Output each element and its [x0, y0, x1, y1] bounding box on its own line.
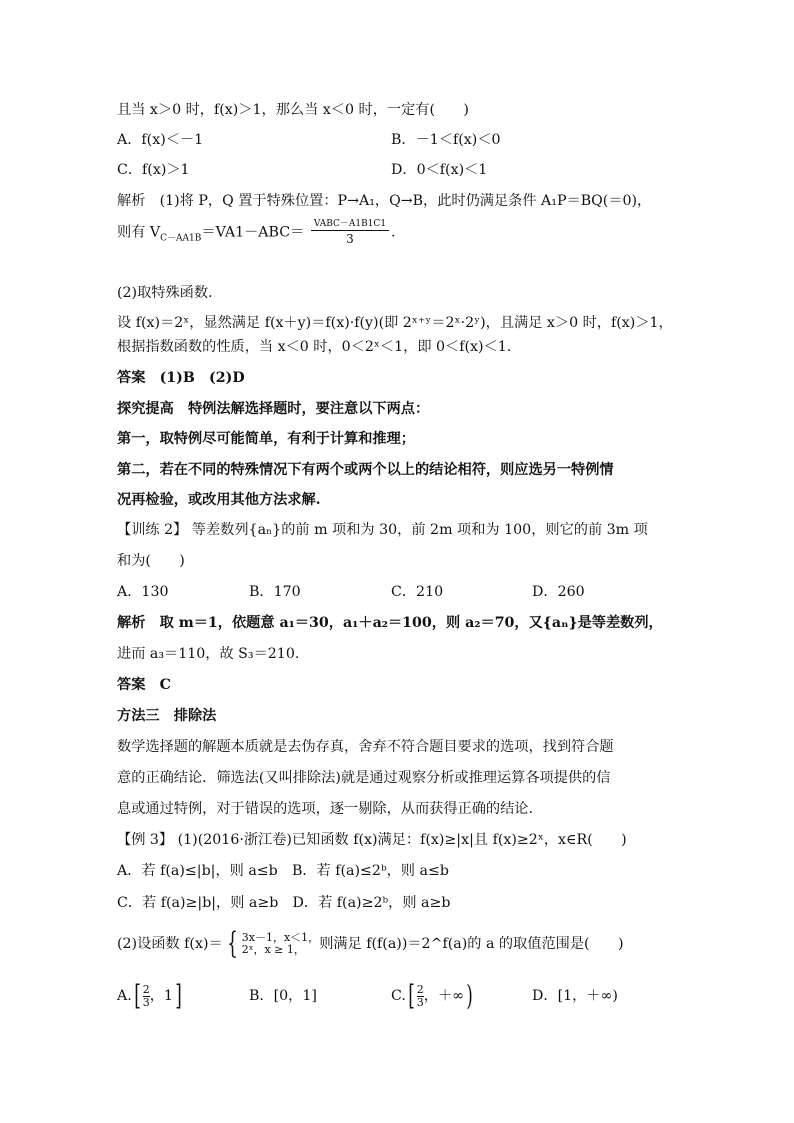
- equation-end: .: [391, 224, 396, 241]
- fraction-numerator: 2: [142, 982, 150, 996]
- solution-line: [117, 337, 697, 357]
- solution-line: [117, 313, 697, 333]
- insight-point: [117, 429, 697, 449]
- text-line: A．若 f(a)≤|b|，则 a≤b B．若 f(a)≤2ᵇ，则 a≤b: [117, 863, 449, 879]
- volume-equation: [117, 218, 697, 248]
- option-c: C．f(x)＞1: [117, 162, 190, 178]
- text-line: 答案 C: [117, 677, 171, 693]
- equation-middle: ＝VA1－ABC＝: [201, 224, 305, 241]
- text-line: 第二，若在不同的特殊情况下有两个或两个以上的结论相符，则应选另一特例情: [117, 462, 614, 478]
- fraction-denominator: 3: [142, 995, 150, 1009]
- exercise-title: [117, 520, 697, 540]
- solution-line: [117, 191, 697, 211]
- option-d: D．260: [532, 584, 585, 600]
- option-c: [391, 978, 475, 1014]
- interval-end: ，＋∞: [423, 988, 464, 1004]
- text-line: 况再检验，或改用其他方法求解.: [117, 492, 321, 508]
- option-b: B．－1＜f(x)＜0: [391, 132, 501, 148]
- case-row: 2ˣ，x ≥ 1，: [241, 943, 305, 956]
- option-b: B．170: [249, 584, 301, 600]
- text-line: 进而 a₃＝110，故 S₃＝210.: [117, 646, 300, 662]
- piecewise-question: [117, 924, 697, 964]
- equation-subscript: C－AA1B: [160, 233, 202, 244]
- right-bracket-icon: ]: [175, 979, 182, 1012]
- question-continuation: [117, 100, 697, 120]
- text-line: 息或通过特例，对于错误的选项，逐一剔除，从而获得正确的结论.: [117, 801, 533, 817]
- method-paragraph: [117, 737, 697, 757]
- option-a: [117, 978, 184, 1014]
- question-suffix: 则满足 f(f(a))＝2^f(a)的 a 的取值范围是( ): [319, 936, 624, 952]
- option-row: [117, 978, 697, 1014]
- text-line: 答案 (1)B (2)D: [117, 370, 245, 386]
- solution-line: [117, 644, 697, 664]
- fraction: [417, 984, 424, 1009]
- option-row: [117, 893, 697, 913]
- text-line: 且当 x＞0 时，f(x)＞1，那么当 x＜0 时，一定有( ): [117, 102, 469, 118]
- text-line: 第一，取特例尽可能简单，有利于计算和推理；: [117, 431, 415, 447]
- insight-point: [117, 460, 697, 480]
- fraction-denominator: 3: [346, 232, 354, 246]
- text-line: 【例 3】 (1)(2016·浙江卷)已知函数 f(x)满足：f(x)≥|x|且 f(x)≥2ˣ，x∈R( ): [117, 832, 627, 848]
- solution-line: [117, 283, 697, 303]
- text-line: 根据指数函数的性质，当 x＜0 时，0＜2ˣ＜1，即 0＜f(x)＜1.: [117, 339, 512, 355]
- insight-heading: [117, 399, 697, 419]
- fraction-denominator: 3: [416, 995, 424, 1009]
- method-heading: [117, 706, 697, 726]
- text-line: 解析 取 m＝1，依题意 a₁＝30，a₁＋a₂＝100，则 a₂＝70，又{aₙ}是等差数列，: [117, 615, 663, 631]
- option-letter: C.: [391, 988, 406, 1004]
- option-c: C．210: [391, 584, 444, 600]
- text-line: 解析 (1)将 P，Q 置于特殊位置：P→A₁，Q→B，此时仍满足条件 A₁P＝BQ(＝0)，: [117, 193, 652, 209]
- answer-line: [117, 368, 697, 388]
- option-a: A．f(x)＜－1: [117, 132, 204, 148]
- fraction-numerator: VABC－A1B1C1: [311, 218, 389, 231]
- option-a: A．130: [117, 584, 169, 600]
- fraction: [143, 984, 150, 1009]
- fraction-numerator: 2: [416, 982, 424, 996]
- left-bracket-icon: [: [133, 979, 141, 1012]
- left-brace-icon: {: [226, 926, 238, 961]
- piecewise-cases: [242, 932, 319, 956]
- insight-point: [117, 490, 697, 510]
- solution-line: [117, 613, 697, 633]
- option-d: D．[1，＋∞): [532, 988, 618, 1004]
- text-line: 设 f(x)＝2ˣ，显然满足 f(x＋y)＝f(x)·f(y)(即 2ˣ⁺ʸ＝2ˣ·2ʸ)，且满足 x＞0 时，f(x)＞1，: [117, 315, 673, 331]
- text-line: 意的正确结论．筛选法(又叫排除法)就是通过观察分析或推理运算各项提供的信: [117, 770, 611, 786]
- text-line: 【训练 2】 等差数列{aₙ}的前 m 项和为 30，前 2m 项和为 100，则它的前 3m 项: [117, 522, 648, 538]
- method-paragraph: [117, 799, 697, 819]
- volume-fraction: [311, 218, 389, 247]
- text-line: (2)取特殊函数.: [117, 285, 213, 301]
- option-row: [117, 861, 697, 881]
- text-line: 和为( ): [117, 553, 185, 569]
- interval-end: ，1: [149, 988, 173, 1004]
- option-b: B．[0，1]: [249, 988, 317, 1004]
- text-line: 探究提高 特例法解选择题时，要注意以下两点：: [117, 401, 430, 417]
- right-paren-icon: ): [466, 979, 473, 1012]
- option-row: [117, 160, 697, 180]
- text-line: 方法三 排除法: [117, 708, 217, 724]
- left-bracket-icon: [: [408, 979, 415, 1012]
- text-line: C．若 f(a)≥|b|，则 a≥b D．若 f(a)≥2ᵇ，则 a≥b: [117, 895, 451, 911]
- method-paragraph: [117, 768, 697, 788]
- exercise-line: [117, 551, 697, 571]
- answer-line: [117, 675, 697, 695]
- equation-prefix: 则有 V: [117, 224, 161, 241]
- option-letter: A.: [117, 988, 132, 1004]
- option-row: [117, 130, 697, 150]
- example-title: [117, 830, 697, 850]
- question-prefix: (2)设函数 f(x)＝: [117, 936, 223, 952]
- text-line: 数学选择题的解题本质就是去伪存真，舍弃不符合题目要求的选项，找到符合题: [117, 739, 614, 755]
- option-d: D．0＜f(x)＜1: [391, 162, 488, 178]
- case-row: 3x－1，x＜1，: [241, 931, 320, 944]
